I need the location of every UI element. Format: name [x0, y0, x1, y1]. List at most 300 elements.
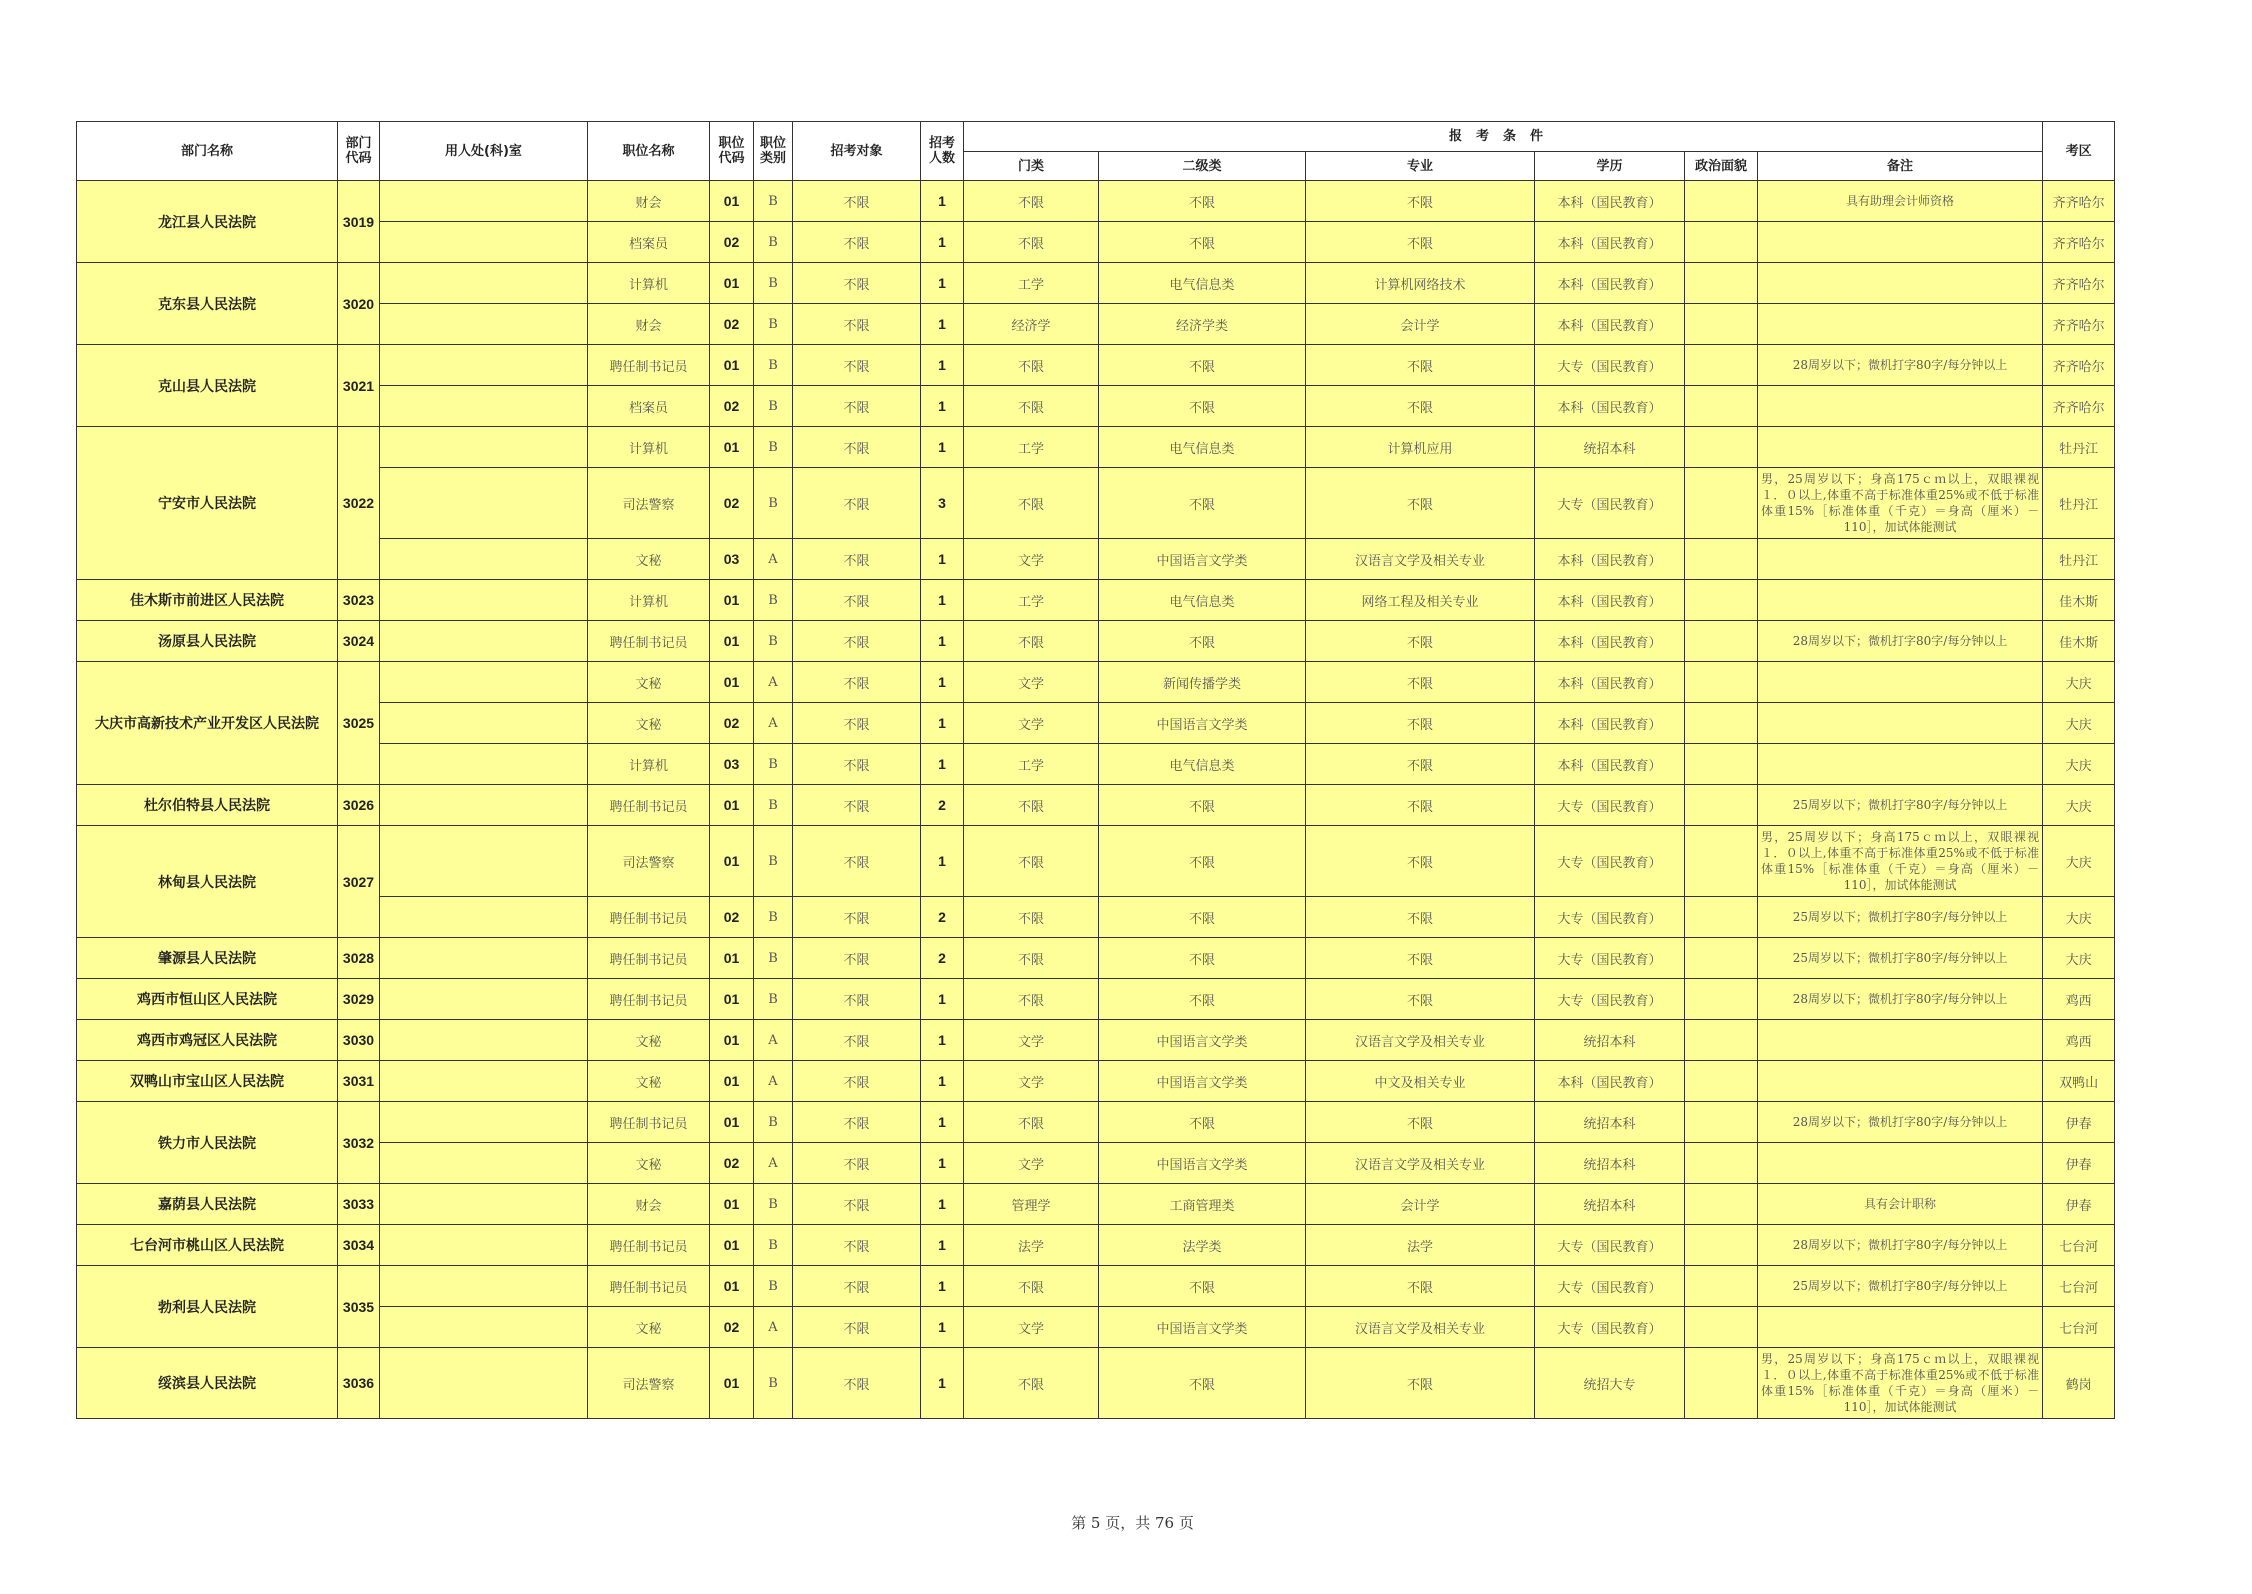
education-cell: 大专（国民教育） — [1535, 1307, 1685, 1348]
subcategory-cell: 不限 — [1099, 181, 1306, 222]
position-name-cell: 司法警察 — [588, 1348, 710, 1419]
count-cell: 1 — [921, 1225, 964, 1266]
position-type-cell: A — [754, 703, 793, 744]
office-cell — [380, 468, 588, 539]
major-cell: 不限 — [1306, 621, 1535, 662]
category-cell: 不限 — [964, 1266, 1099, 1307]
target-cell: 不限 — [793, 427, 921, 468]
position-code-cell: 02 — [710, 1307, 754, 1348]
page-footer: 第 5 页，共 76 页 — [1071, 1514, 1194, 1532]
dept-code-cell: 3023 — [338, 580, 380, 621]
political-cell — [1685, 263, 1758, 304]
education-cell: 统招本科 — [1535, 1102, 1685, 1143]
subcategory-cell: 不限 — [1099, 785, 1306, 826]
education-cell: 统招本科 — [1535, 1020, 1685, 1061]
table-row — [77, 938, 2115, 979]
target-cell: 不限 — [793, 703, 921, 744]
table-row — [77, 263, 2115, 304]
position-type-cell: A — [754, 1307, 793, 1348]
target-cell: 不限 — [793, 222, 921, 263]
category-cell: 不限 — [964, 938, 1099, 979]
target-cell: 不限 — [793, 386, 921, 427]
note-cell — [1758, 1020, 2043, 1061]
position-type-cell: B — [754, 785, 793, 826]
dept-code-cell: 3036 — [338, 1348, 380, 1419]
count-cell: 1 — [921, 744, 964, 785]
exam-area-cell: 伊春 — [2043, 1143, 2115, 1184]
target-cell: 不限 — [793, 785, 921, 826]
category-cell: 不限 — [964, 785, 1099, 826]
political-cell — [1685, 1143, 1758, 1184]
count-cell: 1 — [921, 1102, 964, 1143]
exam-area-cell: 佳木斯 — [2043, 580, 2115, 621]
political-cell — [1685, 345, 1758, 386]
subcategory-cell: 经济学类 — [1099, 304, 1306, 345]
political-cell — [1685, 826, 1758, 897]
count-cell: 1 — [921, 621, 964, 662]
col-header-dept-name: 部门名称 — [77, 122, 338, 181]
education-cell: 本科（国民教育） — [1535, 1061, 1685, 1102]
position-name-cell: 文秘 — [588, 539, 710, 580]
position-name-cell: 计算机 — [588, 427, 710, 468]
table-row — [77, 1225, 2115, 1266]
major-cell: 网络工程及相关专业 — [1306, 580, 1535, 621]
political-cell — [1685, 304, 1758, 345]
office-cell — [380, 744, 588, 785]
note-cell: 25周岁以下；微机打字80字/每分钟以上 — [1758, 897, 2043, 938]
office-cell — [380, 662, 588, 703]
category-cell: 文学 — [964, 1307, 1099, 1348]
recruitment-table — [76, 121, 2115, 1419]
major-cell: 不限 — [1306, 345, 1535, 386]
political-cell — [1685, 785, 1758, 826]
political-cell — [1685, 1061, 1758, 1102]
position-name-cell: 聘任制书记员 — [588, 1266, 710, 1307]
col-header-conditions: 报考条件 — [964, 122, 2043, 152]
subcategory-cell: 中国语言文学类 — [1099, 703, 1306, 744]
major-cell: 汉语言文学及相关专业 — [1306, 539, 1535, 580]
dept-name-cell: 鸡西市恒山区人民法院 — [77, 979, 338, 1020]
major-cell: 不限 — [1306, 181, 1535, 222]
office-cell — [380, 304, 588, 345]
table-row — [77, 1102, 2115, 1143]
dept-name-cell: 七台河市桃山区人民法院 — [77, 1225, 338, 1266]
office-cell — [380, 263, 588, 304]
political-cell — [1685, 744, 1758, 785]
note-cell — [1758, 386, 2043, 427]
education-cell: 统招本科 — [1535, 1143, 1685, 1184]
major-cell: 不限 — [1306, 897, 1535, 938]
exam-area-cell: 牡丹江 — [2043, 539, 2115, 580]
category-cell: 工学 — [964, 744, 1099, 785]
note-cell — [1758, 703, 2043, 744]
target-cell: 不限 — [793, 1020, 921, 1061]
table-row — [77, 826, 2115, 897]
major-cell: 不限 — [1306, 938, 1535, 979]
table-row — [77, 580, 2115, 621]
position-name-cell: 聘任制书记员 — [588, 621, 710, 662]
category-cell: 文学 — [964, 662, 1099, 703]
position-code-cell: 01 — [710, 1102, 754, 1143]
note-cell: 28周岁以下；微机打字80字/每分钟以上 — [1758, 1225, 2043, 1266]
table-row — [77, 181, 2115, 222]
category-cell: 文学 — [964, 1061, 1099, 1102]
position-name-cell: 文秘 — [588, 662, 710, 703]
table-row — [77, 744, 2115, 785]
position-name-cell: 司法警察 — [588, 826, 710, 897]
position-type-cell: B — [754, 1102, 793, 1143]
position-code-cell: 01 — [710, 345, 754, 386]
subcategory-cell: 不限 — [1099, 386, 1306, 427]
table-row — [77, 222, 2115, 263]
target-cell: 不限 — [793, 468, 921, 539]
education-cell: 本科（国民教育） — [1535, 222, 1685, 263]
col-header-major: 专业 — [1306, 152, 1535, 181]
category-cell: 管理学 — [964, 1184, 1099, 1225]
position-code-cell: 01 — [710, 1020, 754, 1061]
count-cell: 3 — [921, 468, 964, 539]
note-cell — [1758, 539, 2043, 580]
major-cell: 不限 — [1306, 979, 1535, 1020]
position-name-cell: 聘任制书记员 — [588, 938, 710, 979]
count-cell: 1 — [921, 1020, 964, 1061]
table-row — [77, 1348, 2115, 1419]
major-cell: 不限 — [1306, 826, 1535, 897]
subcategory-cell: 不限 — [1099, 979, 1306, 1020]
dept-name-cell: 汤原县人民法院 — [77, 621, 338, 662]
dept-name-cell: 肇源县人民法院 — [77, 938, 338, 979]
position-code-cell: 01 — [710, 1348, 754, 1419]
exam-area-cell: 大庆 — [2043, 897, 2115, 938]
education-cell: 本科（国民教育） — [1535, 263, 1685, 304]
col-header-target: 招考对象 — [793, 122, 921, 181]
major-cell: 不限 — [1306, 386, 1535, 427]
position-code-cell: 01 — [710, 826, 754, 897]
position-type-cell: A — [754, 539, 793, 580]
office-cell — [380, 938, 588, 979]
count-cell: 1 — [921, 263, 964, 304]
exam-area-cell: 伊春 — [2043, 1102, 2115, 1143]
political-cell — [1685, 897, 1758, 938]
major-cell: 会计学 — [1306, 1184, 1535, 1225]
exam-area-cell: 大庆 — [2043, 826, 2115, 897]
education-cell: 本科（国民教育） — [1535, 181, 1685, 222]
table-row — [77, 345, 2115, 386]
education-cell: 大专（国民教育） — [1535, 826, 1685, 897]
position-name-cell: 计算机 — [588, 263, 710, 304]
target-cell: 不限 — [793, 1266, 921, 1307]
education-cell: 大专（国民教育） — [1535, 1225, 1685, 1266]
note-cell — [1758, 580, 2043, 621]
dept-name-cell: 绥滨县人民法院 — [77, 1348, 338, 1419]
exam-area-cell: 齐齐哈尔 — [2043, 304, 2115, 345]
education-cell: 大专（国民教育） — [1535, 468, 1685, 539]
position-type-cell: A — [754, 1020, 793, 1061]
col-header-position-type: 职位类别 — [754, 122, 793, 181]
exam-area-cell: 齐齐哈尔 — [2043, 345, 2115, 386]
table-row — [77, 979, 2115, 1020]
subcategory-cell: 中国语言文学类 — [1099, 539, 1306, 580]
subcategory-cell: 新闻传播学类 — [1099, 662, 1306, 703]
position-type-cell: B — [754, 1225, 793, 1266]
position-name-cell: 档案员 — [588, 386, 710, 427]
position-name-cell: 计算机 — [588, 744, 710, 785]
note-cell: 28周岁以下；微机打字80字/每分钟以上 — [1758, 1102, 2043, 1143]
table-row — [77, 1184, 2115, 1225]
note-cell — [1758, 1061, 2043, 1102]
position-type-cell: B — [754, 345, 793, 386]
dept-code-cell: 3027 — [338, 826, 380, 938]
position-code-cell: 01 — [710, 1225, 754, 1266]
office-cell — [380, 1102, 588, 1143]
office-cell — [380, 897, 588, 938]
category-cell: 工学 — [964, 263, 1099, 304]
category-cell: 经济学 — [964, 304, 1099, 345]
position-type-cell: B — [754, 979, 793, 1020]
position-code-cell: 01 — [710, 621, 754, 662]
political-cell — [1685, 1266, 1758, 1307]
office-cell — [380, 621, 588, 662]
education-cell: 本科（国民教育） — [1535, 621, 1685, 662]
position-name-cell: 聘任制书记员 — [588, 345, 710, 386]
position-code-cell: 03 — [710, 744, 754, 785]
target-cell: 不限 — [793, 744, 921, 785]
count-cell: 1 — [921, 1348, 964, 1419]
dept-code-cell: 3020 — [338, 263, 380, 345]
political-cell — [1685, 468, 1758, 539]
education-cell: 本科（国民教育） — [1535, 580, 1685, 621]
position-name-cell: 财会 — [588, 181, 710, 222]
position-type-cell: B — [754, 938, 793, 979]
note-cell: 25周岁以下；微机打字80字/每分钟以上 — [1758, 1266, 2043, 1307]
position-name-cell: 财会 — [588, 1184, 710, 1225]
category-cell: 不限 — [964, 1102, 1099, 1143]
col-header-subcategory: 二级类 — [1099, 152, 1306, 181]
position-code-cell: 01 — [710, 1184, 754, 1225]
major-cell: 汉语言文学及相关专业 — [1306, 1143, 1535, 1184]
note-cell — [1758, 662, 2043, 703]
target-cell: 不限 — [793, 539, 921, 580]
position-code-cell: 02 — [710, 703, 754, 744]
category-cell: 不限 — [964, 181, 1099, 222]
education-cell: 本科（国民教育） — [1535, 386, 1685, 427]
col-header-education: 学历 — [1535, 152, 1685, 181]
count-cell: 2 — [921, 938, 964, 979]
political-cell — [1685, 703, 1758, 744]
political-cell — [1685, 427, 1758, 468]
office-cell — [380, 427, 588, 468]
position-name-cell: 财会 — [588, 304, 710, 345]
table-row — [77, 427, 2115, 468]
political-cell — [1685, 222, 1758, 263]
major-cell: 不限 — [1306, 662, 1535, 703]
dept-code-cell: 3032 — [338, 1102, 380, 1184]
dept-code-cell: 3026 — [338, 785, 380, 826]
subcategory-cell: 电气信息类 — [1099, 744, 1306, 785]
count-cell: 1 — [921, 1061, 964, 1102]
subcategory-cell: 不限 — [1099, 621, 1306, 662]
note-cell: 28周岁以下；微机打字80字/每分钟以上 — [1758, 345, 2043, 386]
count-cell: 1 — [921, 662, 964, 703]
count-cell: 1 — [921, 1143, 964, 1184]
note-cell: 具有会计职称 — [1758, 1184, 2043, 1225]
target-cell: 不限 — [793, 662, 921, 703]
office-cell — [380, 1143, 588, 1184]
position-code-cell: 01 — [710, 1266, 754, 1307]
position-name-cell: 文秘 — [588, 1061, 710, 1102]
note-cell — [1758, 1307, 2043, 1348]
position-code-cell: 02 — [710, 897, 754, 938]
count-cell: 1 — [921, 826, 964, 897]
table-row — [77, 386, 2115, 427]
education-cell: 统招本科 — [1535, 427, 1685, 468]
dept-code-cell: 3030 — [338, 1020, 380, 1061]
political-cell — [1685, 1184, 1758, 1225]
target-cell: 不限 — [793, 263, 921, 304]
subcategory-cell: 中国语言文学类 — [1099, 1307, 1306, 1348]
table-row — [77, 703, 2115, 744]
target-cell: 不限 — [793, 621, 921, 662]
office-cell — [380, 979, 588, 1020]
table-row — [77, 1266, 2115, 1307]
note-cell — [1758, 304, 2043, 345]
office-cell — [380, 181, 588, 222]
col-header-exam-area: 考区 — [2043, 122, 2115, 181]
subcategory-cell: 中国语言文学类 — [1099, 1061, 1306, 1102]
note-cell: 男，25周岁以下；身高175ｃｍ以上，双眼裸视１．０以上,体重不高于标准体重25%或不低于标准体重15%［标准体重（千克）＝身高（厘米）－110］，加试体能测试 — [1758, 826, 2043, 897]
dept-name-cell: 佳木斯市前进区人民法院 — [77, 580, 338, 621]
exam-area-cell: 齐齐哈尔 — [2043, 222, 2115, 263]
count-cell: 1 — [921, 304, 964, 345]
dept-name-cell: 林甸县人民法院 — [77, 826, 338, 938]
education-cell: 本科（国民教育） — [1535, 703, 1685, 744]
major-cell: 汉语言文学及相关专业 — [1306, 1020, 1535, 1061]
category-cell: 不限 — [964, 979, 1099, 1020]
exam-area-cell: 鸡西 — [2043, 979, 2115, 1020]
position-code-cell: 01 — [710, 1061, 754, 1102]
category-cell: 工学 — [964, 580, 1099, 621]
political-cell — [1685, 1225, 1758, 1266]
target-cell: 不限 — [793, 826, 921, 897]
position-code-cell: 01 — [710, 181, 754, 222]
position-name-cell: 司法警察 — [588, 468, 710, 539]
education-cell: 本科（国民教育） — [1535, 662, 1685, 703]
dept-code-cell: 3021 — [338, 345, 380, 427]
count-cell: 1 — [921, 345, 964, 386]
subcategory-cell: 电气信息类 — [1099, 580, 1306, 621]
col-header-dept-code: 部门代码 — [338, 122, 380, 181]
category-cell: 不限 — [964, 222, 1099, 263]
office-cell — [380, 1266, 588, 1307]
political-cell — [1685, 181, 1758, 222]
political-cell — [1685, 580, 1758, 621]
position-name-cell: 聘任制书记员 — [588, 785, 710, 826]
subcategory-cell: 中国语言文学类 — [1099, 1143, 1306, 1184]
major-cell: 不限 — [1306, 222, 1535, 263]
dept-code-cell: 3029 — [338, 979, 380, 1020]
target-cell: 不限 — [793, 938, 921, 979]
position-type-cell: B — [754, 1266, 793, 1307]
political-cell — [1685, 979, 1758, 1020]
office-cell — [380, 1307, 588, 1348]
category-cell: 文学 — [964, 539, 1099, 580]
exam-area-cell: 大庆 — [2043, 744, 2115, 785]
count-cell: 1 — [921, 222, 964, 263]
position-type-cell: B — [754, 304, 793, 345]
dept-name-cell: 宁安市人民法院 — [77, 427, 338, 580]
table-row — [77, 897, 2115, 938]
major-cell: 法学 — [1306, 1225, 1535, 1266]
target-cell: 不限 — [793, 979, 921, 1020]
office-cell — [380, 1225, 588, 1266]
category-cell: 工学 — [964, 427, 1099, 468]
subcategory-cell: 不限 — [1099, 345, 1306, 386]
target-cell: 不限 — [793, 1061, 921, 1102]
political-cell — [1685, 662, 1758, 703]
count-cell: 2 — [921, 897, 964, 938]
exam-area-cell: 七台河 — [2043, 1225, 2115, 1266]
note-cell: 男，25周岁以下；身高175ｃｍ以上，双眼裸视１．０以上,体重不高于标准体重25%或不低于标准体重15%［标准体重（千克）＝身高（厘米）－110］，加试体能测试 — [1758, 1348, 2043, 1419]
dept-name-cell: 龙江县人民法院 — [77, 181, 338, 263]
position-name-cell: 计算机 — [588, 580, 710, 621]
education-cell: 大专（国民教育） — [1535, 979, 1685, 1020]
col-header-political: 政治面貌 — [1685, 152, 1758, 181]
office-cell — [380, 222, 588, 263]
exam-area-cell: 七台河 — [2043, 1266, 2115, 1307]
note-cell — [1758, 744, 2043, 785]
target-cell: 不限 — [793, 1225, 921, 1266]
position-name-cell: 文秘 — [588, 1307, 710, 1348]
count-cell: 1 — [921, 181, 964, 222]
political-cell — [1685, 1102, 1758, 1143]
position-code-cell: 02 — [710, 1143, 754, 1184]
count-cell: 1 — [921, 1266, 964, 1307]
exam-area-cell: 大庆 — [2043, 703, 2115, 744]
subcategory-cell: 不限 — [1099, 1102, 1306, 1143]
dept-name-cell: 克东县人民法院 — [77, 263, 338, 345]
education-cell: 大专（国民教育） — [1535, 785, 1685, 826]
subcategory-cell: 法学类 — [1099, 1225, 1306, 1266]
position-type-cell: B — [754, 1184, 793, 1225]
count-cell: 1 — [921, 979, 964, 1020]
table-row — [77, 662, 2115, 703]
political-cell — [1685, 938, 1758, 979]
position-code-cell: 01 — [710, 938, 754, 979]
category-cell: 文学 — [964, 1143, 1099, 1184]
position-code-cell: 03 — [710, 539, 754, 580]
office-cell — [380, 1061, 588, 1102]
dept-code-cell: 3035 — [338, 1266, 380, 1348]
education-cell: 大专（国民教育） — [1535, 1266, 1685, 1307]
position-type-cell: A — [754, 1143, 793, 1184]
position-type-cell: B — [754, 386, 793, 427]
education-cell: 本科（国民教育） — [1535, 304, 1685, 345]
target-cell: 不限 — [793, 1143, 921, 1184]
note-cell — [1758, 222, 2043, 263]
category-cell: 文学 — [964, 703, 1099, 744]
position-code-cell: 01 — [710, 662, 754, 703]
major-cell: 不限 — [1306, 1266, 1535, 1307]
category-cell: 不限 — [964, 621, 1099, 662]
category-cell: 不限 — [964, 1348, 1099, 1419]
subcategory-cell: 不限 — [1099, 938, 1306, 979]
position-name-cell: 文秘 — [588, 703, 710, 744]
target-cell: 不限 — [793, 897, 921, 938]
col-header-office: 用人处(科)室 — [380, 122, 588, 181]
political-cell — [1685, 621, 1758, 662]
note-cell: 具有助理会计师资格 — [1758, 181, 2043, 222]
table-body — [77, 181, 2115, 1419]
